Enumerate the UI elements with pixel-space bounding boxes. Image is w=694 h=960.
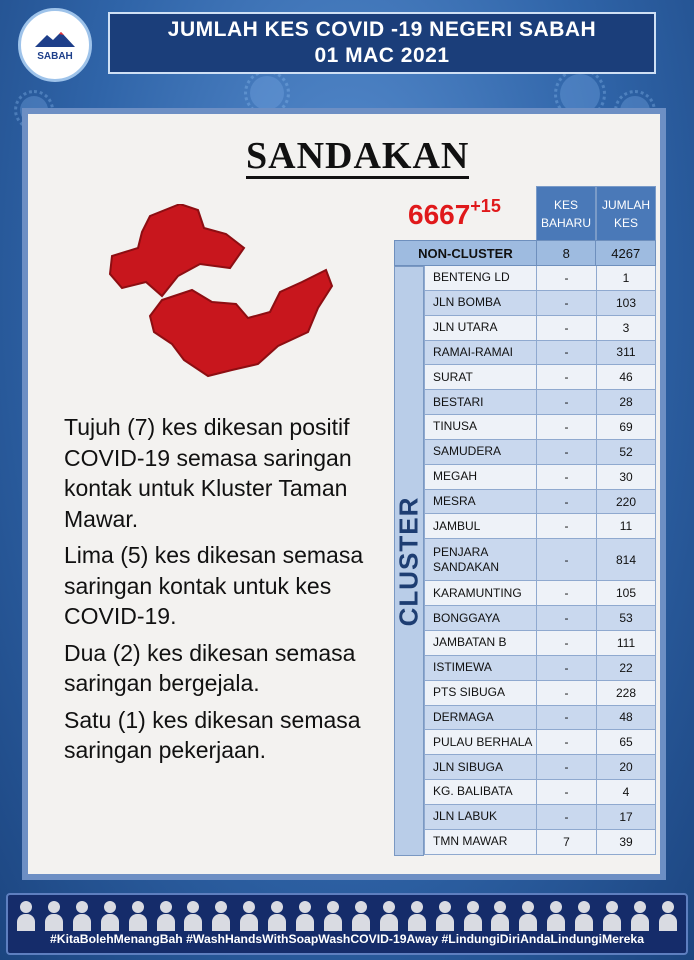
mountain-icon <box>33 29 77 49</box>
cluster-name: BESTARI <box>424 390 536 414</box>
person-icon <box>100 899 120 931</box>
non-cluster-label: NON-CLUSTER <box>418 245 513 261</box>
table-row <box>424 365 656 390</box>
cluster-new-cases: - <box>536 606 596 630</box>
cluster-total-cases: 1 <box>596 266 656 290</box>
district-title: SANDAKAN <box>246 135 470 177</box>
cluster-total-cases: 11 <box>596 514 656 538</box>
person-icon <box>183 899 203 931</box>
footer-hashtags: #KitaBolehMenangBah #WashHandsWithSoapWashCOVID-19Away #LindungiDiriAndaLindungiMereka <box>50 932 644 946</box>
person-icon <box>658 899 678 931</box>
cluster-name: TINUSA <box>424 415 536 439</box>
cluster-total-cases: 53 <box>596 606 656 630</box>
cluster-total-cases: 46 <box>596 365 656 389</box>
cluster-label <box>394 266 424 856</box>
cluster-name: SURAT <box>424 365 536 389</box>
cluster-name: BONGGAYA <box>424 606 536 630</box>
cluster-total-cases: 103 <box>596 291 656 315</box>
person-icon <box>351 899 371 931</box>
person-icon <box>239 899 259 931</box>
table-row <box>424 631 656 656</box>
cluster-new-cases: - <box>536 291 596 315</box>
cluster-total-cases: 28 <box>596 390 656 414</box>
description-paragraph: Lima (5) kes dikesan semasa saringan kontak untuk kes COVID-19. <box>64 542 364 629</box>
column-header-new: KES BAHARU <box>536 186 596 242</box>
table-row <box>424 440 656 465</box>
cluster-name: BENTENG LD <box>424 266 536 290</box>
cluster-new-cases: - <box>536 365 596 389</box>
cluster-new-cases: - <box>536 706 596 730</box>
cluster-name: JLN SIBUGA <box>424 755 536 779</box>
person-icon <box>379 899 399 931</box>
table-row <box>424 656 656 681</box>
cluster-name: RAMAI-RAMAI <box>424 341 536 365</box>
cluster-new-cases: 7 <box>536 830 596 854</box>
header-date: 01 MAC 2021 <box>314 44 450 67</box>
cluster-new-cases: - <box>536 581 596 605</box>
person-icon <box>630 899 650 931</box>
table-row <box>424 465 656 490</box>
table-row <box>424 805 656 830</box>
cluster-total-cases: 65 <box>596 730 656 754</box>
cluster-table <box>424 266 656 855</box>
table-row <box>424 606 656 631</box>
total-cases <box>408 196 501 231</box>
sandakan-map <box>80 204 340 384</box>
table-row <box>424 830 656 855</box>
cluster-name: PENJARA SANDAKAN <box>424 539 536 580</box>
logo-text: SABAH <box>37 50 73 62</box>
table-row <box>424 266 656 291</box>
description-paragraph: Dua (2) kes dikesan semasa saringan bergejala. <box>64 639 356 696</box>
table-row <box>424 291 656 316</box>
cluster-total-cases: 105 <box>596 581 656 605</box>
description-paragraph: Tujuh (7) kes dikesan positif COVID-19 semasa saringan kontak untuk Kluster Taman Mawar. <box>64 414 352 532</box>
cluster-name: MEGAH <box>424 465 536 489</box>
cluster-new-cases: - <box>536 631 596 655</box>
person-icon <box>463 899 483 931</box>
table-row <box>424 415 656 440</box>
cluster-total-cases: 814 <box>596 539 656 580</box>
cluster-new-cases: - <box>536 465 596 489</box>
cluster-total-cases: 69 <box>596 415 656 439</box>
table-row <box>424 390 656 415</box>
table-row <box>424 706 656 731</box>
cluster-new-cases: - <box>536 681 596 705</box>
cluster-total-cases: 30 <box>596 465 656 489</box>
table-row <box>424 581 656 606</box>
cluster-total-cases: 17 <box>596 805 656 829</box>
cluster-name: JLN BOMBA <box>424 291 536 315</box>
cluster-name: ISTIMEWA <box>424 656 536 680</box>
cluster-total-cases: 20 <box>596 755 656 779</box>
person-icon <box>546 899 566 931</box>
sabah-logo <box>18 8 92 82</box>
cluster-new-cases: - <box>536 390 596 414</box>
person-icon <box>156 899 176 931</box>
cluster-new-cases: - <box>536 266 596 290</box>
non-cluster-new: 8 <box>536 241 596 265</box>
content-panel <box>22 108 666 880</box>
cluster-new-cases: - <box>536 316 596 340</box>
table-row <box>424 755 656 780</box>
person-icon <box>518 899 538 931</box>
non-cluster-total: 4267 <box>595 241 655 265</box>
person-icon <box>490 899 510 931</box>
person-icon <box>16 899 36 931</box>
cluster-new-cases: - <box>536 440 596 464</box>
description-paragraph: Satu (1) kes dikesan semasa saringan pekerjaan. <box>64 706 361 763</box>
table-row <box>424 490 656 515</box>
cluster-new-cases: - <box>536 805 596 829</box>
virus-decoration <box>250 76 284 110</box>
person-icon <box>72 899 92 931</box>
cluster-total-cases: 48 <box>596 706 656 730</box>
person-icon <box>602 899 622 931</box>
frontliner-figures <box>16 899 678 931</box>
cluster-name: JAMBUL <box>424 514 536 538</box>
table-row <box>424 730 656 755</box>
person-icon <box>435 899 455 931</box>
cluster-name: TMN MAWAR <box>424 830 536 854</box>
cluster-total-cases: 4 <box>596 780 656 804</box>
table-row <box>424 681 656 706</box>
table-row <box>424 539 656 581</box>
table-row <box>424 316 656 341</box>
table-row <box>424 341 656 366</box>
cluster-new-cases: - <box>536 730 596 754</box>
cluster-total-cases: 111 <box>596 631 656 655</box>
cluster-name: PULAU BERHALA <box>424 730 536 754</box>
person-icon <box>574 899 594 931</box>
cluster-new-cases: - <box>536 514 596 538</box>
page-header <box>108 12 656 74</box>
cluster-total-cases: 39 <box>596 830 656 854</box>
cluster-total-cases: 22 <box>596 656 656 680</box>
cluster-new-cases: - <box>536 780 596 804</box>
person-icon <box>128 899 148 931</box>
cluster-total-cases: 220 <box>596 490 656 514</box>
cluster-name: JLN LABUK <box>424 805 536 829</box>
cluster-new-cases: - <box>536 341 596 365</box>
description <box>64 412 394 772</box>
total-value: 6667 <box>408 199 471 230</box>
cluster-total-cases: 3 <box>596 316 656 340</box>
cluster-total-cases: 52 <box>596 440 656 464</box>
column-header-total: JUMLAH KES <box>596 186 656 242</box>
cluster-name: JAMBATAN B <box>424 631 536 655</box>
table-row <box>424 514 656 539</box>
cluster-new-cases: - <box>536 539 596 580</box>
cluster-name: MESRA <box>424 490 536 514</box>
cluster-label-text: CLUSTER <box>393 496 424 626</box>
cluster-new-cases: - <box>536 415 596 439</box>
cluster-name: JLN UTARA <box>424 316 536 340</box>
person-icon <box>323 899 343 931</box>
header-title: JUMLAH KES COVID -19 NEGERI SABAH <box>167 18 597 41</box>
cluster-new-cases: - <box>536 755 596 779</box>
footer-banner <box>6 893 688 955</box>
non-cluster-row <box>394 240 656 266</box>
cluster-name: KARAMUNTING <box>424 581 536 605</box>
cluster-total-cases: 311 <box>596 341 656 365</box>
cluster-name: SAMUDERA <box>424 440 536 464</box>
cluster-name: DERMAGA <box>424 706 536 730</box>
person-icon <box>407 899 427 931</box>
person-icon <box>211 899 231 931</box>
cluster-name: KG. BALIBATA <box>424 780 536 804</box>
cluster-name: PTS SIBUGA <box>424 681 536 705</box>
total-increase: +15 <box>470 196 501 216</box>
cluster-new-cases: - <box>536 656 596 680</box>
table-row <box>424 780 656 805</box>
cluster-total-cases: 228 <box>596 681 656 705</box>
cluster-new-cases: - <box>536 490 596 514</box>
person-icon <box>295 899 315 931</box>
person-icon <box>44 899 64 931</box>
person-icon <box>267 899 287 931</box>
